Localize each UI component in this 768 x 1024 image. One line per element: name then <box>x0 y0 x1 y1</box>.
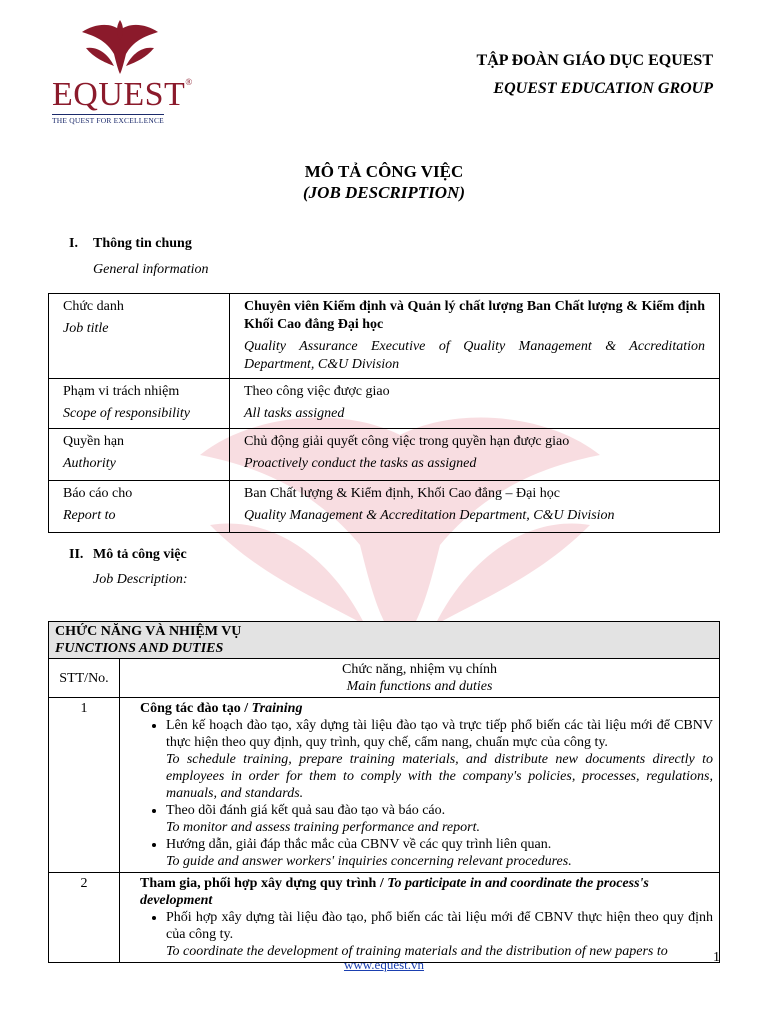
section1-title: Thông tin chung <box>93 236 192 251</box>
label-en: Authority <box>63 456 116 471</box>
info-value-cell <box>230 481 720 533</box>
info-label-cell <box>49 294 230 379</box>
info-value-cell <box>230 379 720 429</box>
info-label-cell <box>49 379 230 429</box>
label-vn: Chức danh <box>63 299 124 314</box>
duty-group-content <box>120 873 720 963</box>
duty-item-vn: Lên kế hoạch đào tạo, xây dựng tài liệu đào tạo và trực tiếp phổ biến các tài liệu mới để CBNV thực hiện theo quy định, quy trình, quy chế, cẩm nang, chuẩn mực của công ty. <box>166 718 713 750</box>
column-header-main <box>120 659 720 698</box>
value-en: Quality Management & Accreditation Department, C&U Division <box>244 508 615 523</box>
document-subtitle: (JOB DESCRIPTION) <box>303 183 465 202</box>
label-vn: Phạm vi trách nhiệm <box>63 384 180 399</box>
value-en: Proactively conduct the tasks as assigned <box>244 456 477 471</box>
website-link[interactable]: www.equest.vn <box>343 957 425 972</box>
label-vn: Báo cáo cho <box>63 486 133 501</box>
value-en: Quality Assurance Executive of Quality Management & Accreditation Department, C&U Division <box>244 339 705 372</box>
value-vn: Chuyên viên Kiểm định và Quản lý chất lượng Ban Chất lượng & Kiểm định Khối Cao đẳng Đại học <box>244 299 705 332</box>
duty-item <box>166 909 713 960</box>
value-vn: Ban Chất lượng & Kiểm định, Khối Cao đẳng – Đại học <box>244 486 560 501</box>
section2-subtitle: Job Description: <box>93 572 188 587</box>
duty-group-content <box>120 698 720 873</box>
duty-item <box>166 802 713 836</box>
value-vn: Theo công việc được giao <box>244 384 390 399</box>
duties-header-cell <box>49 622 720 659</box>
duty-list <box>140 909 713 960</box>
section1-subtitle: General information <box>93 262 209 277</box>
duty-item-vn: Theo dõi đánh giá kết quả sau đào tạo và báo cáo. <box>166 803 446 818</box>
duty-item-en: To coordinate the development of training materials and the distribution of new papers to <box>166 944 668 959</box>
column-header-main-en: Main functions and duties <box>346 679 493 694</box>
value-en: All tasks assigned <box>244 406 345 421</box>
section2-title: Mô tả công việc <box>93 547 187 562</box>
info-value-cell <box>230 294 720 379</box>
label-en: Job title <box>63 321 109 336</box>
duty-item-en: To schedule training, prepare training materials, and distribute new documents directly to employees in order for them to comply with the company's policies, processes, regulations, manuals, and standards. <box>166 752 713 801</box>
logo-wordmark: EQUEST® <box>52 76 193 113</box>
info-row-report-to <box>49 481 720 533</box>
duty-group-title: Tham gia, phối hợp xây dựng quy trình / To participate in and coordinate the process's development <box>140 876 649 908</box>
section1-number: I. <box>69 236 78 251</box>
duty-item <box>166 717 713 802</box>
duties-table <box>48 621 720 963</box>
wings-logo-icon <box>80 20 160 76</box>
info-label-cell <box>49 481 230 533</box>
document-title: MÔ TẢ CÔNG VIỆC <box>304 162 464 181</box>
duties-header-en: FUNCTIONS AND DUTIES <box>55 641 224 656</box>
label-en: Report to <box>63 508 116 523</box>
column-header-no: STT/No. <box>49 659 120 698</box>
info-label-cell <box>49 429 230 481</box>
info-row-authority <box>49 429 720 481</box>
duty-group-number: 1 <box>49 698 120 873</box>
duty-group-number: 2 <box>49 873 120 963</box>
label-en: Scope of responsibility <box>63 406 191 421</box>
duty-item-vn: Phối hợp xây dựng tài liệu đào tạo, phổ biến các tài liệu mới để CBNV thực hiện theo quy định của công ty. <box>166 910 713 942</box>
label-vn: Quyền hạn <box>63 434 125 449</box>
column-header-main-vn: Chức năng, nhiệm vụ chính <box>342 662 497 677</box>
org-name-vn: TẬP ĐOÀN GIÁO DỤC EQUEST <box>476 52 713 69</box>
duty-group-row <box>49 873 720 963</box>
duties-header-row <box>49 622 720 659</box>
info-row-job-title <box>49 294 720 379</box>
logo-tagline: THE QUEST FOR EXCELLENCE <box>52 116 164 125</box>
section2-number: II. <box>69 547 84 562</box>
duty-item <box>166 836 713 870</box>
value-vn: Chủ động giải quyết công việc trong quyền hạn được giao <box>244 434 570 449</box>
duties-column-header-row <box>49 659 720 698</box>
info-value-cell <box>230 429 720 481</box>
duty-item-en: To guide and answer workers' inquiries concerning relevant procedures. <box>166 854 572 869</box>
equest-logo <box>52 20 192 125</box>
duties-header-vn: CHỨC NĂNG VÀ NHIỆM VỤ <box>55 624 242 639</box>
org-name-en: EQUEST EDUCATION GROUP <box>493 80 713 97</box>
duty-list <box>140 717 713 870</box>
general-info-table <box>48 293 720 533</box>
duty-item-en: To monitor and assess training performance and report. <box>166 820 480 835</box>
page-number: 1 <box>713 950 720 965</box>
duty-item-vn: Hướng dẫn, giải đáp thắc mắc của CBNV về các quy trình liên quan. <box>166 837 552 852</box>
duty-group-row <box>49 698 720 873</box>
duty-group-title: Công tác đào tạo / Training <box>140 701 303 716</box>
info-row-scope <box>49 379 720 429</box>
